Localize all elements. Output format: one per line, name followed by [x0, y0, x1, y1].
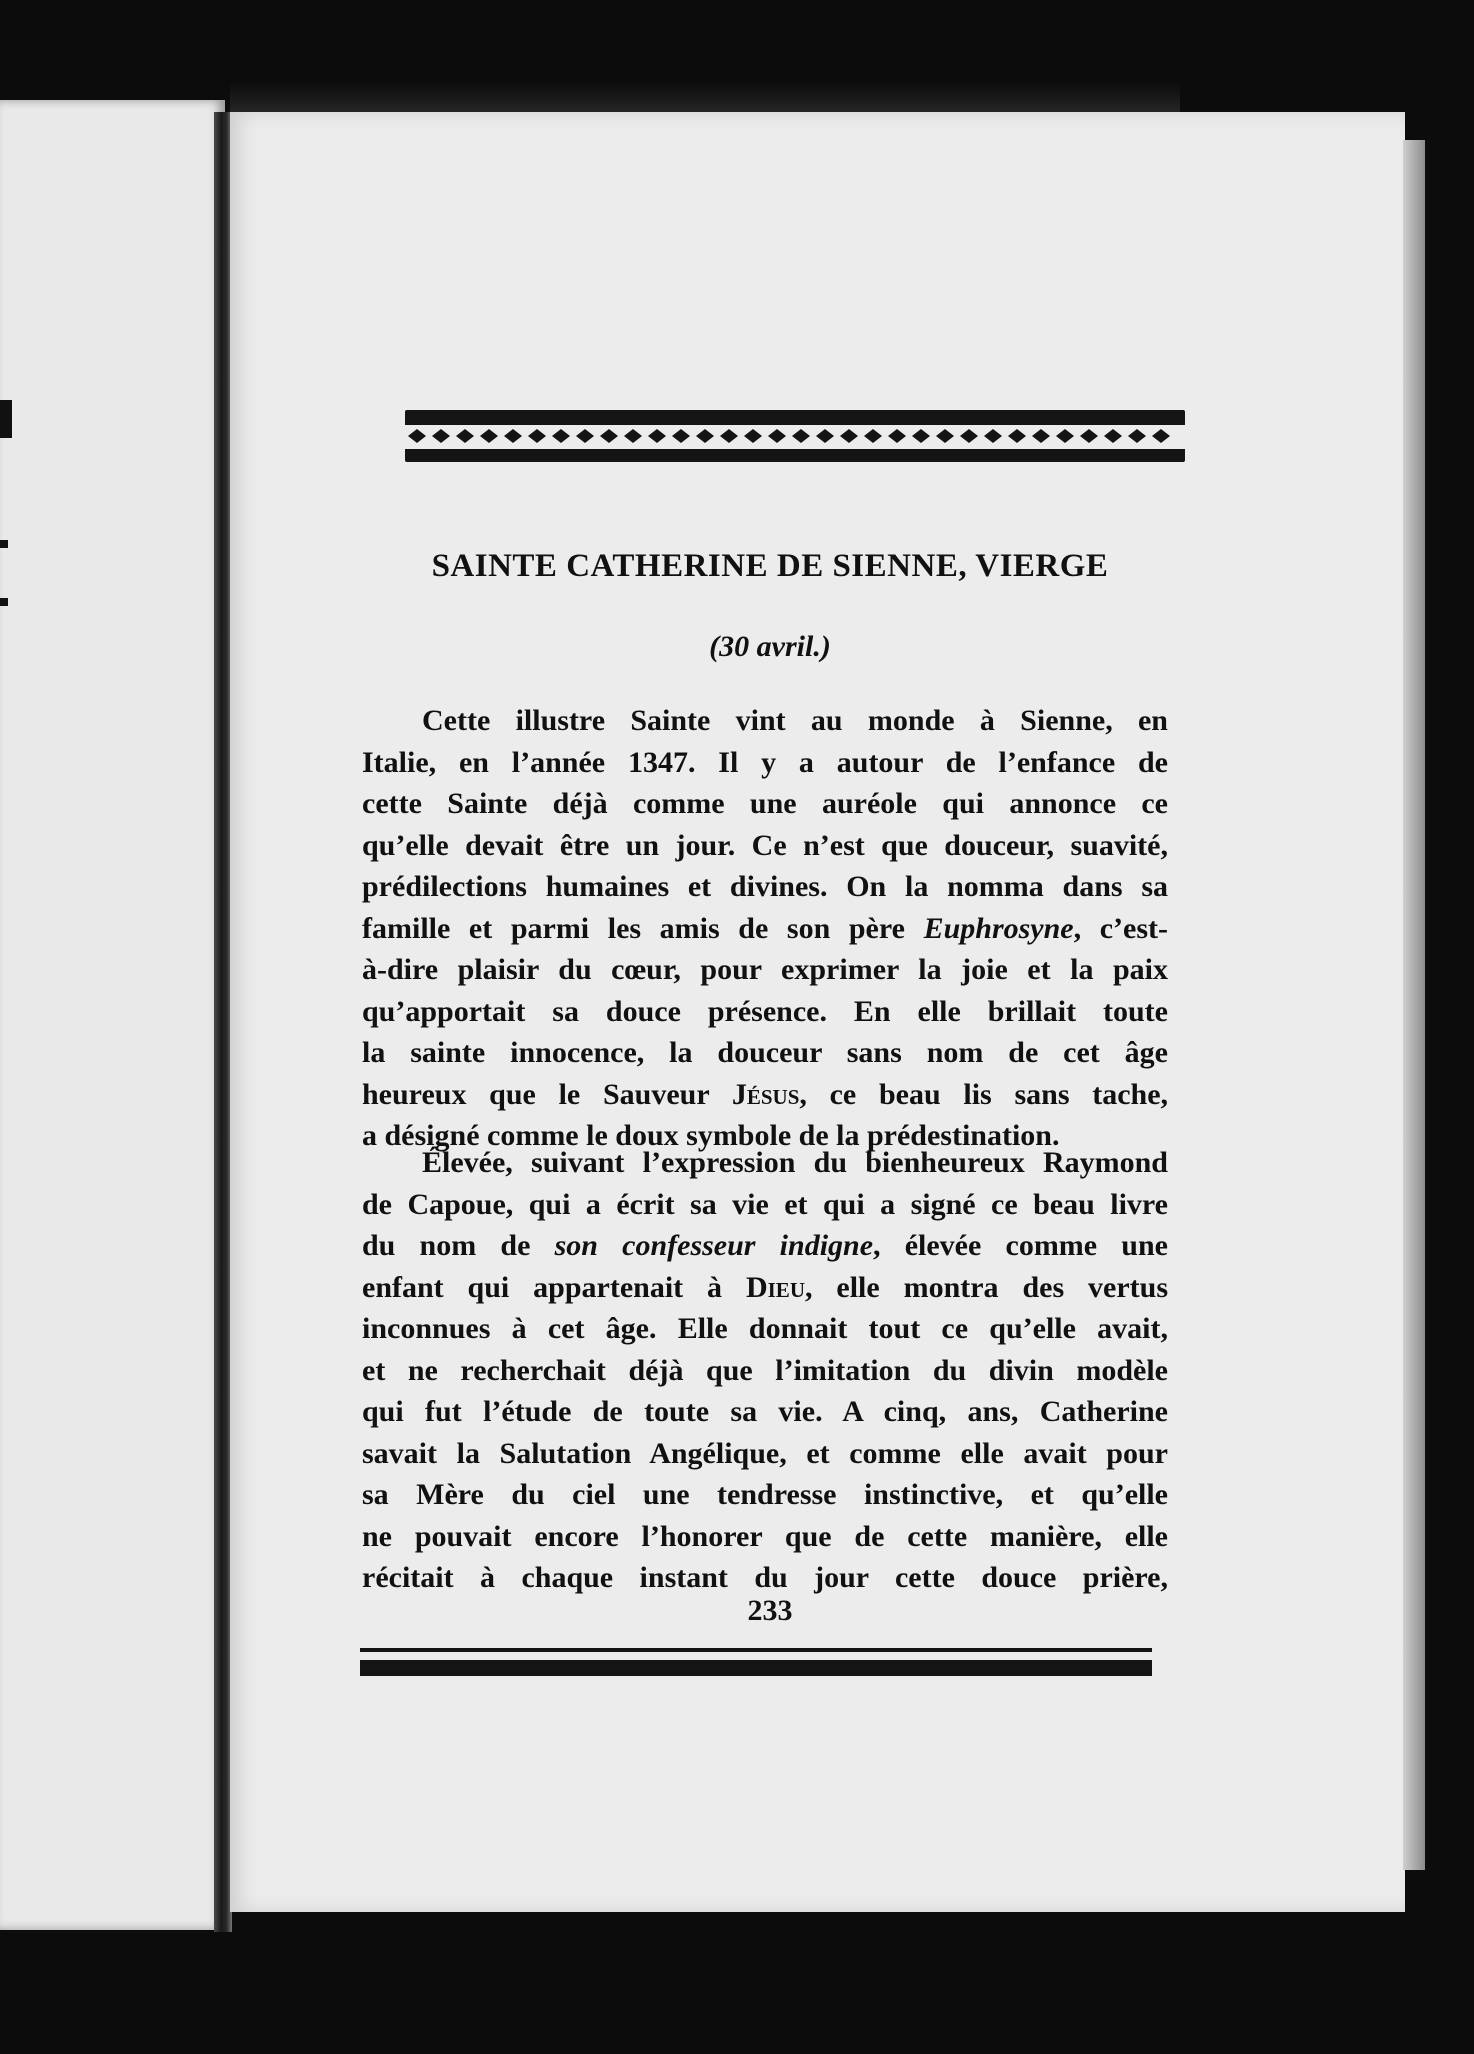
text-line: la sainte innocence, la douceur sans nom de cet âge — [362, 1036, 1168, 1069]
name-dieu: Dieu — [745, 1270, 805, 1304]
text-line: savait la Salutation Angélique, et comme elle avait pour — [362, 1436, 1168, 1470]
previous-page-mark — [0, 598, 8, 606]
text-line: Italie, en l’année 1347. Il y a autour de l’enfance de — [362, 745, 1168, 779]
diamond-ornament-mark — [768, 429, 786, 443]
text-line: à-dire plaisir du cœur, pour exprimer la joie et la paix — [362, 953, 1168, 986]
diamond-ornament-mark — [1080, 429, 1098, 443]
text-segment: enfant qui appartenait à — [362, 1270, 723, 1304]
diamond-ornament-mark — [792, 429, 810, 443]
diamond-ornament-mark — [936, 429, 954, 443]
previous-page-mark — [0, 400, 12, 438]
diamond-ornament-mark — [600, 429, 618, 443]
diamond-ornament-mark — [888, 429, 906, 443]
text-line: ne pouvait encore l’honorer que de cette manière, elle — [362, 1519, 1168, 1553]
text-line: cette Sainte déjà comme une auréole qui annonce ce — [362, 787, 1168, 820]
diamond-ornament-mark — [744, 429, 762, 443]
diamond-ornament-mark — [456, 429, 474, 443]
footer-rule — [360, 1660, 1152, 1676]
diamond-ornament-mark — [576, 429, 594, 443]
text-line: qu’apportait sa douce présence. En elle brillait toute — [362, 994, 1168, 1028]
diamond-ornament-mark — [408, 429, 426, 443]
text-line: de Capoue, qui a écrit sa vie et qui a signé ce beau livre — [362, 1187, 1168, 1221]
text-segment: du nom de — [362, 1229, 531, 1262]
diamond-ornament-mark — [528, 429, 546, 443]
text-segment: , ce beau lis sans tache, — [799, 1077, 1169, 1111]
diamond-ornament-mark — [696, 429, 714, 443]
diamond-ornament-mark — [1008, 429, 1026, 443]
diamond-ornament-mark — [864, 429, 882, 443]
chapter-title: SAINTE CATHERINE DE SIENNE, VIERGE — [431, 548, 1109, 584]
text-line — [362, 1267, 1168, 1309]
diamond-ornament-mark — [648, 429, 666, 443]
text-line: a désigné comme le doux symbole de la prédestination. — [362, 1119, 1060, 1152]
diamond-ornament-mark — [480, 429, 498, 443]
text-line: prédilections humaines et divines. On la nomma dans sa — [362, 870, 1168, 903]
diamond-ornament-mark — [912, 429, 930, 443]
page-right-edge — [1403, 140, 1425, 1870]
page-number: 233 — [747, 1594, 793, 1627]
diamond-ornament-icon — [405, 424, 1185, 448]
diamond-ornament-mark — [1128, 429, 1146, 443]
diamond-ornament-mark — [672, 429, 690, 443]
diamond-ornament-mark — [1032, 429, 1050, 443]
name-euphrosyne: Euphrosyne — [923, 911, 1074, 945]
text-line: qu’elle devait être un jour. Ce n’est que douceur, suavité, — [362, 828, 1168, 862]
diamond-ornament-mark — [552, 429, 570, 443]
text-line: Cette illustre Sainte vint au monde à Sienne, en — [422, 704, 1168, 737]
footer-rule-thin — [360, 1648, 1152, 1652]
name-jesus: Jésus — [731, 1077, 800, 1111]
text-line: inconnues à cet âge. Elle donnait tout ce qu’elle avait, — [362, 1312, 1168, 1345]
text-segment: famille et parmi les amis de son père — [362, 911, 905, 945]
diamond-ornament-mark — [624, 429, 642, 443]
diamond-ornament-mark — [720, 429, 738, 443]
text-line: récitait à chaque instant du jour cette douce prière, — [362, 1561, 1168, 1594]
diamond-ornament-mark — [432, 429, 450, 443]
text-segment: , elle montra des vertus — [804, 1270, 1169, 1304]
diamond-ornament-mark — [960, 429, 978, 443]
text-line — [362, 1225, 1168, 1267]
text-line: Élevée, suivant l’expression du bienheureux Raymond — [422, 1146, 1168, 1179]
previous-page-edge — [0, 100, 225, 1930]
diamond-ornament-mark — [1104, 429, 1122, 443]
diamond-ornament-mark — [1056, 429, 1074, 443]
text-line: et ne recherchait déjà que l’imitation du divin modèle — [362, 1353, 1168, 1387]
text-line — [362, 908, 1168, 950]
diamond-ornament-mark — [816, 429, 834, 443]
italic-confesseur: son confesseur indigne — [554, 1229, 874, 1262]
text-segment: , élevée comme une — [873, 1229, 1168, 1262]
text-line — [362, 1074, 1168, 1116]
diamond-ornament-mark — [504, 429, 522, 443]
diamond-ornament-mark — [1152, 429, 1170, 443]
text-line: qui fut l’étude de toute sa vie. A cinq, ans, Catherine — [362, 1395, 1168, 1428]
previous-page-mark — [0, 540, 8, 548]
feast-date: (30 avril.) — [709, 630, 831, 663]
text-segment: , c’est- — [1073, 911, 1168, 945]
text-line: sa Mère du ciel une tendresse instinctive, et qu’elle — [362, 1478, 1168, 1511]
paragraph-1 — [362, 700, 1168, 1157]
paragraph-2 — [362, 1142, 1168, 1599]
diamond-ornament-mark — [984, 429, 1002, 443]
diamond-ornament-mark — [840, 429, 858, 443]
ornamental-header-band — [405, 410, 1185, 462]
text-segment: heureux que le Sauveur — [362, 1077, 710, 1111]
